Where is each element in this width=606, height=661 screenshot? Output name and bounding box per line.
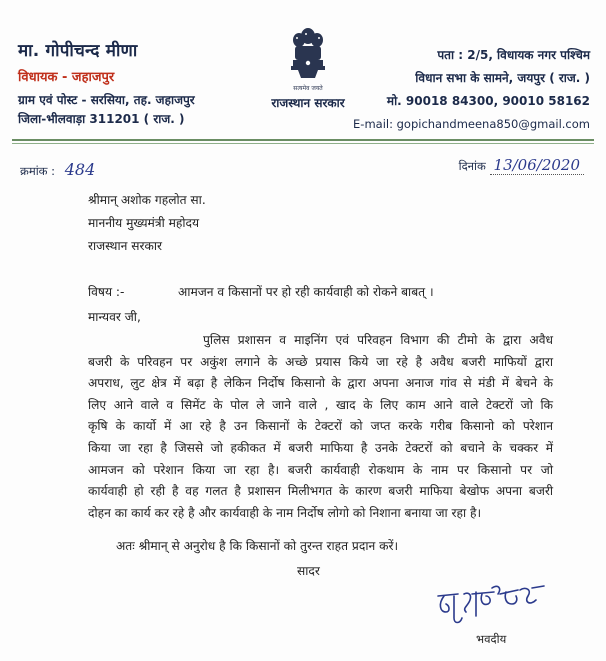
paragraph-line: लिए आने वाले व सिमेंट के पोल ले जाने वाले , खाद के लिए काम आने वाले टेक्टरों जो कि [88, 397, 553, 412]
mla-designation: विधायक - जहाजपुर [18, 70, 115, 85]
paragraph-line: अपराध, लुट क्षेत्र में बढ़ा है लेकिन निर्दोष किसानो के द्वारा अपना अनाज गांव से मंडी में बेचने के [88, 376, 553, 391]
recipient-name: श्रीमान् अशोक गहलोत सा. [88, 193, 206, 207]
date-value: 13/06/2020 [490, 156, 584, 175]
subject-text: आमजन व किसानों पर हो रही कार्यवाही को रोकने बाबत् । [178, 285, 434, 299]
paragraph-line: पुलिस प्रशासन व माइनिंग एवं परिवहन विभाग की टीमो के द्वारा अवैध [203, 333, 553, 347]
phone-numbers: मो. 90018 84300, 90010 58162 [386, 94, 590, 108]
letterhead-divider-thin [12, 143, 594, 144]
sign-off: भवदीय [476, 632, 507, 646]
state-emblem [258, 22, 358, 111]
emblem-motto: सत्यमेव जयते [293, 85, 323, 92]
paragraph-line: किया जा रहा है जिससे जो हकीकत में बजरी माफिया है उनके टेक्टरों को बचाने के चक्कर में [88, 440, 553, 455]
main-paragraph [88, 330, 553, 524]
email-address: E-mail: gopichandmeena850@gmail.com [353, 117, 590, 131]
recipient-office: राजस्थान सरकार [88, 239, 162, 253]
paragraph-line: कार्यवाही हो रही है वह गलत है प्रशासन मिलीभगत के कारण बजरी माफिया बेखोफ अपना बजरी [88, 484, 553, 499]
request-line: अतः श्रीमान् से अनुरोध है कि किसानों को तुरन्त राहत प्रदान करें। [116, 539, 399, 553]
handwritten-signature [432, 578, 552, 638]
jaipur-address-line-1: पता : 2/5, विधायक नगर पश्चिम [437, 48, 590, 62]
letterhead-divider [12, 139, 594, 141]
lion-capital-emblem-icon [288, 22, 328, 86]
date-label: दिनांक [458, 159, 486, 173]
mla-name: मा. गोपीचन्द मीणा [18, 41, 138, 61]
letter-date [459, 156, 584, 174]
reference-value: 484 [64, 160, 96, 179]
reference-number [20, 160, 95, 179]
paragraph-line: कृषि के कार्यो में आ रहे है उन किसानों के टेक्टरों को जप्त करके गरीब किसानो को परेशान [88, 419, 553, 434]
government-name: राजस्थान सरकार [271, 96, 345, 110]
subject-label: विषय :- [88, 285, 125, 299]
paragraph-line: दोहन का कार्य कर रहे है और कार्यवाही के नाम निर्दोष लोगो को निशाना बनाया जा रहा है। [88, 505, 482, 520]
letterhead-right [353, 44, 590, 136]
address-line-1: ग्राम एवं पोस्ट - सरसिया, तह. जहाजपुर [18, 93, 195, 107]
letterhead-left [18, 38, 195, 129]
paragraph-line: बजरी के परिवहन पर अकुंश लगाने के अच्छे प्रयास किये जा रहे है अवैध बजरी माफियों द्वारा [88, 354, 553, 369]
salutation: मान्यवर जी, [88, 310, 141, 324]
village-address [18, 91, 195, 129]
jaipur-address-line-2: विधान सभा के सामने, जयपुर ( राज. ) [415, 71, 590, 85]
address-line-2: जिला-भीलवाड़ा 311201 ( राज. ) [18, 112, 185, 126]
closing-word: सादर [297, 564, 320, 578]
recipient-title: माननीय मुख्यमंत्री महोदय [88, 216, 200, 230]
paragraph-line: आमजन को परेशान किया जा रहा है। बजरी कार्यवाही रोकथाम के नाम पर किसानो पर जो [88, 462, 553, 477]
reference-label: क्रमांक : [20, 164, 56, 178]
